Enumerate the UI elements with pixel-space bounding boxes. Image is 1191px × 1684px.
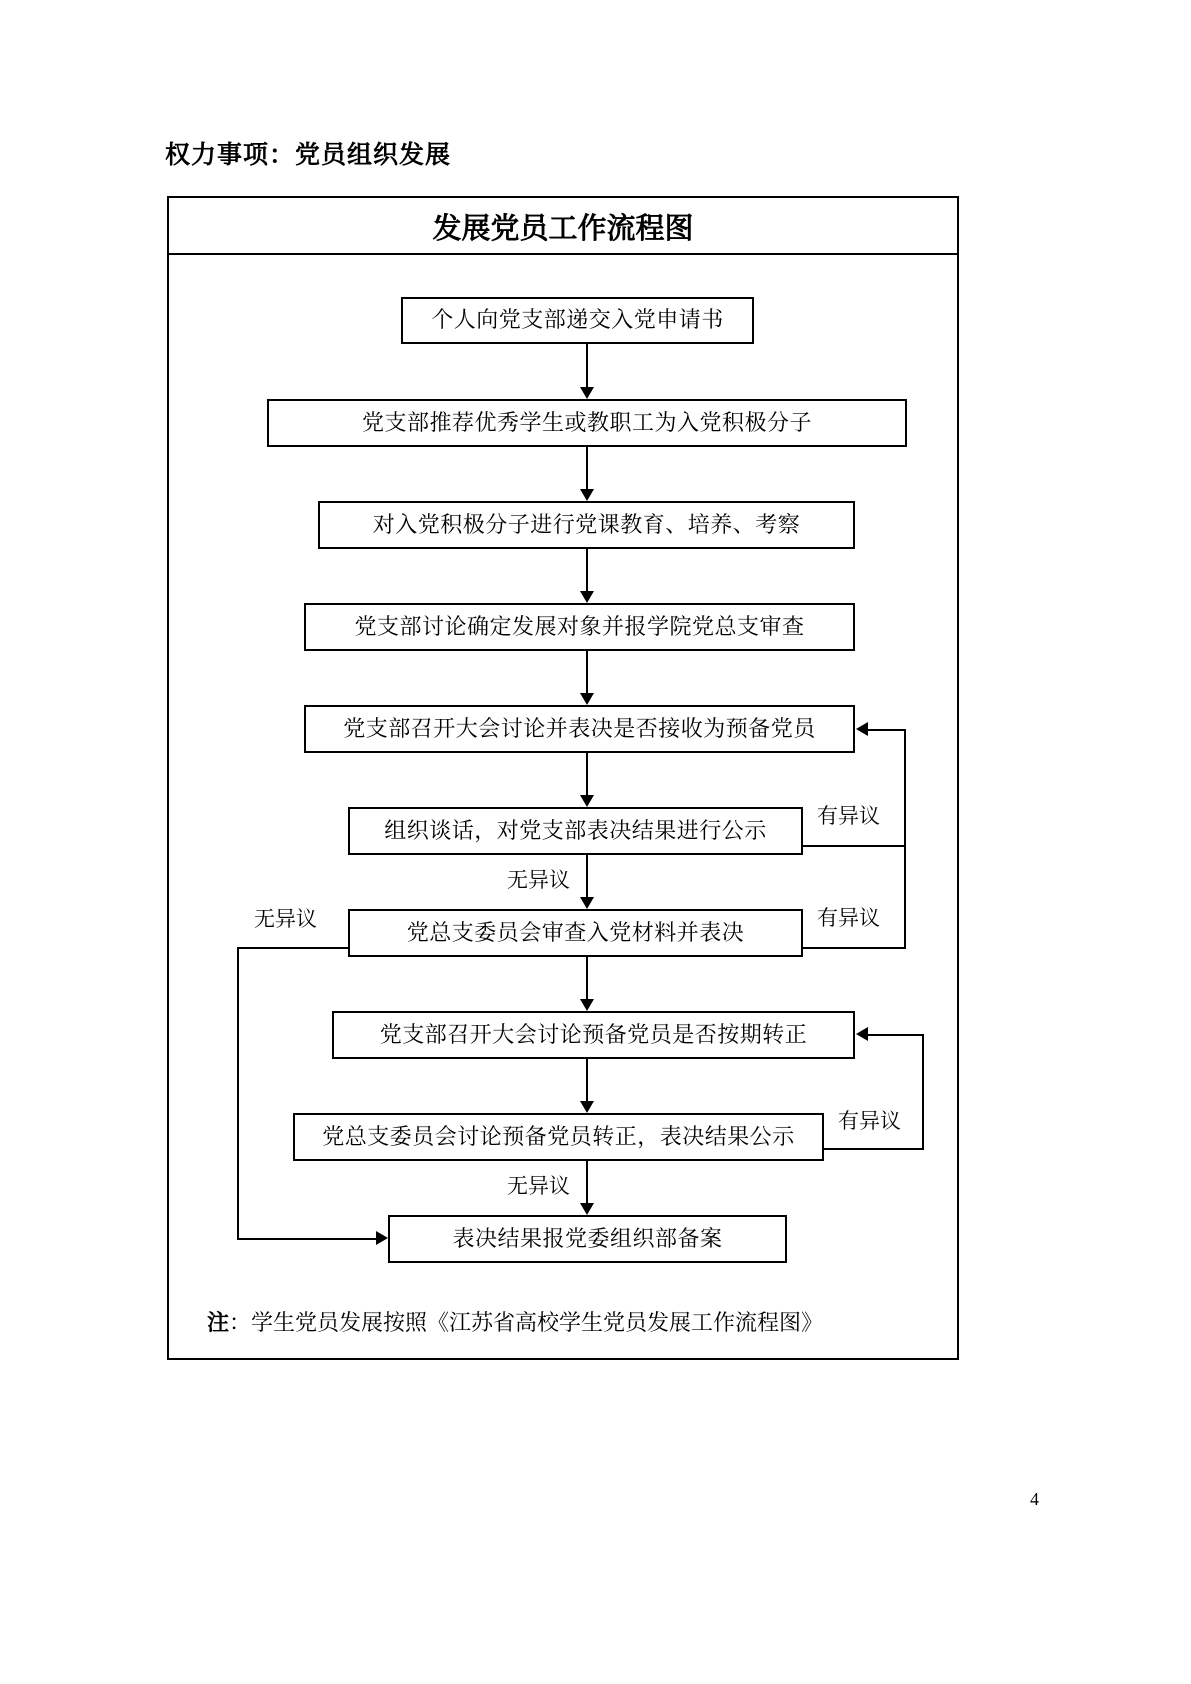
- branch-7-right-segment: [803, 947, 906, 949]
- flow-node-8-label: 党支部召开大会讨论预备党员是否按期转正: [379, 1021, 808, 1047]
- flow-node-4: [304, 603, 855, 651]
- edge-label-6-no-objection: 无异议: [505, 864, 572, 894]
- flow-node-9: [293, 1113, 824, 1161]
- arrow-branch-7-to-10: [376, 1231, 388, 1245]
- note-text: 学生党员发展按照《江苏省高校学生党员发展工作流程图》: [251, 1310, 824, 1335]
- flow-node-1: [401, 297, 754, 344]
- branch-7-left-segment: [237, 947, 350, 949]
- connector-8-9: [586, 1059, 588, 1102]
- arrow-7-8: [580, 999, 594, 1011]
- flow-node-5: [304, 705, 855, 753]
- flow-node-9-label: 党总支委员会讨论预备党员转正，表决结果公示: [322, 1123, 795, 1149]
- page-title: 权力事项：党员组织发展: [165, 141, 452, 169]
- branch-6-return-segment: [868, 729, 906, 731]
- connector-4-5: [586, 651, 588, 694]
- branch-6-right-segment: [803, 845, 906, 847]
- arrow-2-3: [580, 489, 594, 501]
- flow-node-6: [348, 807, 803, 855]
- flow-node-3-label: 对入党积极分子进行党课教育、培养、考察: [372, 511, 801, 537]
- edge-label-branch-9-objection: 有异议: [836, 1105, 903, 1135]
- page-number: 4: [1030, 1489, 1039, 1509]
- connector-7-8: [586, 957, 588, 1000]
- edge-label-branch-7-objection: 有异议: [815, 902, 882, 932]
- flow-node-2-label: 党支部推荐优秀学生或教职工为入党积极分子: [361, 409, 812, 435]
- title-divider: [169, 253, 957, 255]
- arrow-9-10: [580, 1203, 594, 1215]
- note-prefix: 注: [207, 1310, 230, 1335]
- arrow-5-6: [580, 795, 594, 807]
- edge-label-branch-6-objection: 有异议: [815, 800, 882, 830]
- arrow-branch-9-to-8: [856, 1027, 868, 1041]
- branch-9-return-segment: [868, 1034, 924, 1036]
- connector-6-7: [586, 855, 588, 898]
- arrow-4-5: [580, 693, 594, 705]
- connector-1-2: [586, 344, 588, 387]
- connector-3-4: [586, 549, 588, 592]
- branch-9-right-segment: [824, 1148, 924, 1150]
- arrow-3-4: [580, 591, 594, 603]
- connector-2-3: [586, 447, 588, 490]
- flow-node-8: [332, 1011, 855, 1059]
- edge-label-9-no-objection: 无异议: [505, 1170, 572, 1200]
- branch-7-into-10: [237, 1238, 376, 1240]
- flow-node-4-label: 党支部讨论确定发展对象并报学院党总支审查: [354, 613, 805, 639]
- arrow-branch-6-to-5: [856, 722, 868, 736]
- flow-node-10: [388, 1215, 787, 1263]
- connector-9-10: [586, 1161, 588, 1204]
- arrow-8-9: [580, 1101, 594, 1113]
- flow-node-5-label: 党支部召开大会讨论并表决是否接收为预备党员: [343, 715, 816, 741]
- flow-node-6-label: 组织谈话，对党支部表决结果进行公示: [384, 817, 767, 843]
- flow-node-1-label: 个人向党支部递交入党申请书: [431, 307, 724, 333]
- flowchart-note: [207, 1306, 823, 1337]
- flow-node-7-label: 党总支委员会审查入党材料并表决: [406, 919, 745, 945]
- flow-node-10-label: 表决结果报党委组织部备案: [452, 1225, 723, 1251]
- branch-9-up-segment: [922, 1034, 924, 1150]
- branch-7-up-segment: [904, 729, 906, 949]
- note-separator: ：: [229, 1310, 252, 1335]
- arrow-6-7: [580, 897, 594, 909]
- flow-node-7: [348, 909, 803, 957]
- connector-5-6: [586, 753, 588, 796]
- flow-node-3: [318, 501, 855, 549]
- edge-label-7-no-objection: 无异议: [252, 903, 319, 933]
- arrow-1-2: [580, 387, 594, 399]
- branch-7-left-down: [237, 947, 239, 1239]
- flow-node-2: [267, 399, 907, 447]
- flowchart-title: 发展党员工作流程图: [432, 213, 694, 245]
